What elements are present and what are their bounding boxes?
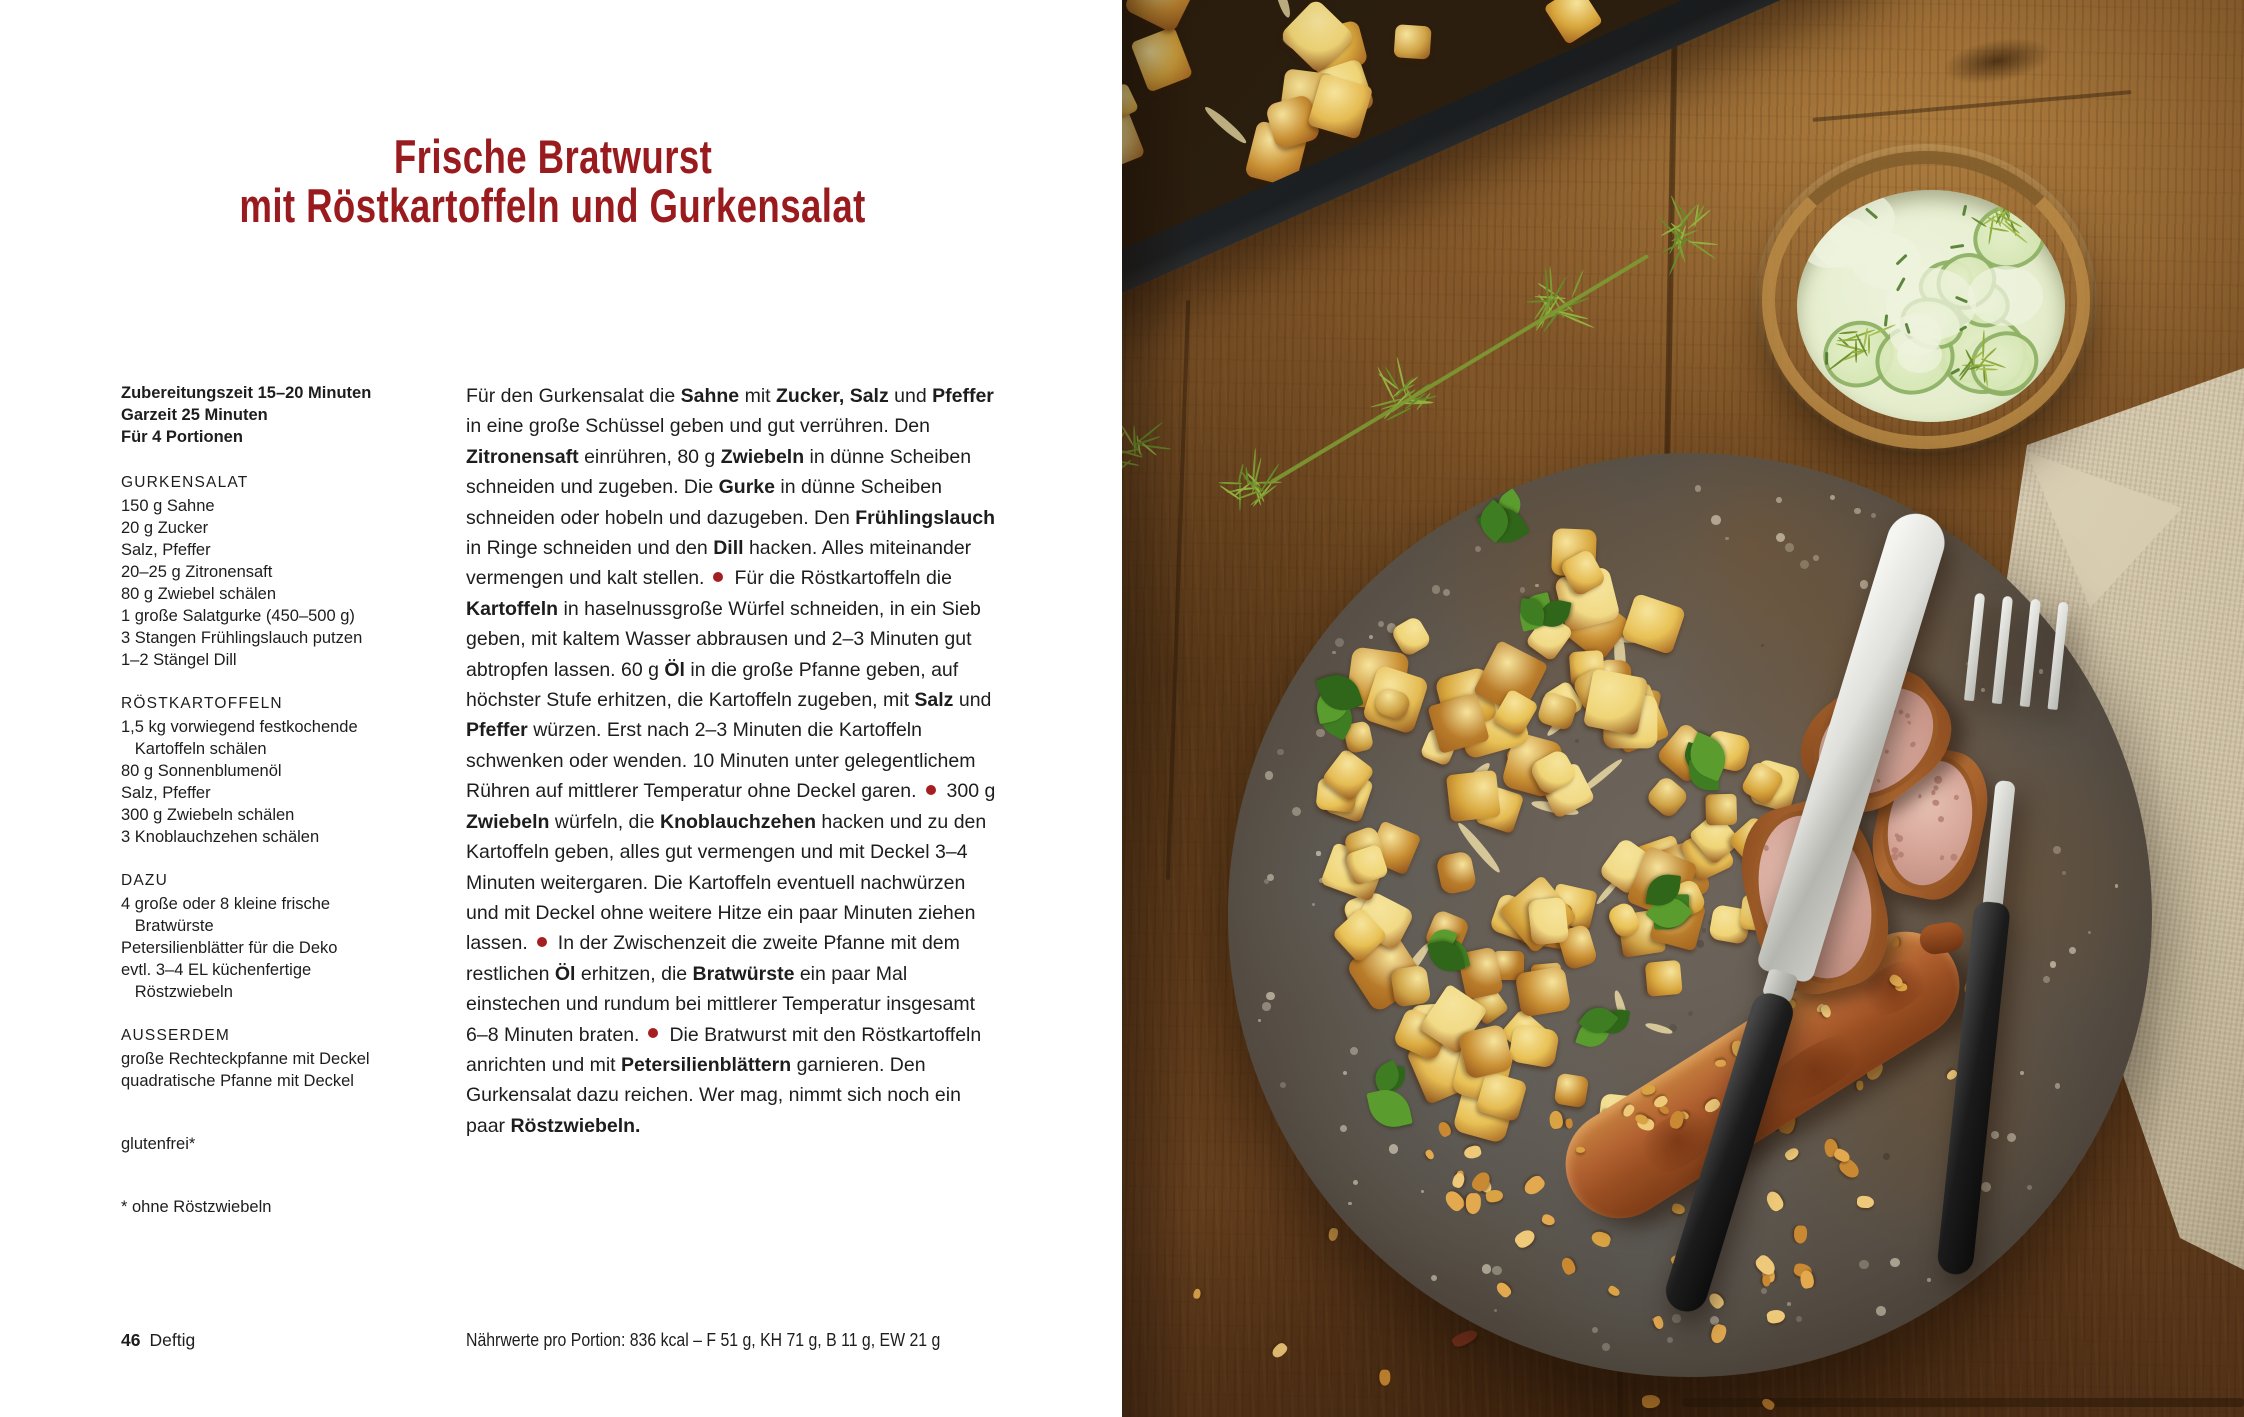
ingredient-keyword: Sahne bbox=[680, 385, 740, 407]
plate-speckle bbox=[1876, 1306, 1886, 1316]
plate-speckle bbox=[1697, 940, 1705, 948]
meat-speckle bbox=[1895, 834, 1904, 843]
instruction-text: und bbox=[953, 689, 992, 712]
instruction-text: In der Zwischenzeit die zweite Pfanne mit dem restlichen bbox=[466, 932, 960, 985]
instruction-text: würzen. Erst nach 2–3 Minuten die Kartoffeln schwenken oder wenden. 10 Minuten unter gelegentlichem Rühren auf mittlerer Temperatur ohne Deckel garen. bbox=[466, 719, 976, 803]
fork-tine bbox=[2020, 599, 2041, 707]
plate-speckle bbox=[1316, 851, 1320, 855]
ingredient-item: große Rechteckpfanne mit Deckel bbox=[121, 1050, 370, 1068]
onion-sliver bbox=[1202, 104, 1249, 147]
plate-speckle bbox=[1602, 1343, 1609, 1350]
plate-speckle bbox=[2027, 1185, 2032, 1190]
plate-speckle bbox=[1854, 508, 1861, 515]
plate-speckle bbox=[1432, 585, 1441, 594]
plate-speckle bbox=[1332, 651, 1336, 655]
ingredient-item: Salz, Pfeffer bbox=[121, 541, 211, 559]
ingredient-keyword: Knoblauchzehen bbox=[660, 810, 817, 833]
ingredient-keyword: Zucker, Salz bbox=[776, 385, 889, 407]
fork-tine bbox=[1992, 596, 2013, 704]
instruction-text: Für die Röstkartoffeln die bbox=[734, 567, 952, 590]
fork-tine bbox=[1964, 593, 1985, 701]
ingredient-group bbox=[121, 472, 457, 671]
ingredient-keyword: Öl bbox=[664, 658, 685, 681]
plate-speckle bbox=[1482, 1264, 1491, 1273]
ingredient-group-header: DAZU bbox=[121, 872, 168, 889]
meat-speckle bbox=[1762, 844, 1769, 851]
fried-onion-bit bbox=[1820, 1003, 1833, 1018]
plate-speckle bbox=[1369, 635, 1373, 639]
potato-cube bbox=[1130, 26, 1192, 92]
fried-onion-bit bbox=[1576, 1147, 1585, 1153]
cucumber-salad-bowl bbox=[1755, 144, 2097, 456]
ingredient-keyword: Petersilienblättern bbox=[621, 1053, 792, 1076]
plate-speckle bbox=[1871, 513, 1876, 518]
ingredient-keyword: Pfeffer bbox=[932, 385, 994, 407]
meat-speckle bbox=[1907, 720, 1912, 725]
chive-ring bbox=[1950, 244, 1964, 249]
plate-speckle bbox=[1725, 537, 1728, 540]
plate-speckle bbox=[1860, 580, 1868, 588]
ingredient-keyword: Bratwürste bbox=[692, 962, 795, 985]
instruction-text: ein paar Mal einstechen und rundum bei mittlerer Temperatur insgesamt 6–8 Minuten braten. bbox=[466, 962, 976, 1046]
fried-onion-bit bbox=[1466, 1193, 1481, 1214]
plate-speckle bbox=[1492, 1266, 1501, 1275]
plate-speckle bbox=[1776, 497, 1782, 503]
chive-ring bbox=[1825, 351, 1828, 364]
prep-time-block bbox=[121, 382, 457, 448]
meat-speckle bbox=[1931, 790, 1936, 795]
ingredient-item: Salz, Pfeffer bbox=[121, 784, 211, 802]
step-bullet-icon bbox=[926, 785, 936, 795]
page-footer bbox=[121, 1330, 195, 1351]
instruction-text: mit bbox=[739, 385, 776, 407]
recipe-title-line2: mit Röstkartoffeln und Gurkensalat bbox=[239, 179, 867, 232]
instruction-text: einrühren, 80 g bbox=[578, 445, 721, 468]
plate-speckle bbox=[1258, 1019, 1261, 1022]
instruction-text: 300 g bbox=[946, 780, 996, 803]
cream-dressing bbox=[1800, 222, 1858, 269]
fried-onion-bit bbox=[1621, 1103, 1635, 1118]
plate-speckle bbox=[1494, 1309, 1497, 1312]
potato-cube bbox=[1446, 770, 1501, 822]
plate-speckle bbox=[1335, 638, 1345, 648]
ingredient-keyword: Salz bbox=[914, 689, 954, 712]
meat-speckle bbox=[1917, 794, 1922, 799]
ingredient-keyword: Zitronensaft bbox=[466, 445, 579, 468]
instruction-text: Die Bratwurst mit den Röstkartoffeln anrichten und mit bbox=[466, 1023, 982, 1076]
instruction-text: garnieren. Den Gurkensalat dazu reichen. Wer mag, nimmt sich noch ein paar bbox=[466, 1053, 961, 1137]
ingredient-keyword: Zwiebeln bbox=[720, 445, 805, 468]
plate-speckle bbox=[1277, 749, 1283, 755]
ingredient-keyword: Frühlingslauch bbox=[855, 506, 995, 529]
potato-cube bbox=[1583, 668, 1648, 735]
cream-dressing bbox=[1897, 337, 1942, 373]
plate-speckle bbox=[1431, 1275, 1437, 1281]
chive-ring bbox=[1962, 205, 1967, 217]
fried-onion-bit bbox=[1641, 1084, 1657, 1097]
food-photo bbox=[1122, 0, 2244, 1417]
ingredients-column bbox=[121, 382, 457, 1218]
recipe-title-line1: Frische Bratwurst bbox=[393, 130, 713, 183]
fried-onion-bit bbox=[1856, 1196, 1873, 1209]
instruction-text: in dünne Scheiben schneiden und zugeben. Die bbox=[466, 445, 972, 499]
plate-speckle bbox=[1421, 1190, 1424, 1193]
meat-speckle bbox=[1932, 799, 1940, 807]
potato-cube bbox=[1393, 24, 1431, 59]
plate-speckle bbox=[2088, 931, 2091, 934]
ingredient-keyword: Zwiebeln bbox=[466, 810, 550, 833]
plate-speckle bbox=[1785, 543, 1794, 552]
plate-speckle bbox=[2062, 871, 2066, 875]
meat-speckle bbox=[1904, 712, 1911, 719]
ingredient-group-header: AUSSERDEM bbox=[121, 1027, 230, 1044]
ingredient-item: evtl. 3–4 EL küchenfertige bbox=[121, 961, 312, 979]
plate-speckle bbox=[1796, 1316, 1802, 1322]
ingredient-keyword: Öl bbox=[554, 962, 576, 985]
nutrition-text: Nährwerte pro Portion: 836 kcal – F 51 g, KH 71 g, B 11 g, EW 21 g bbox=[466, 1330, 941, 1350]
chapter-name: Deftig bbox=[149, 1330, 196, 1350]
fried-onion-bit bbox=[1856, 1080, 1864, 1090]
ingredient-item: 80 g Sonnenblumenöl bbox=[121, 762, 282, 780]
ingredient-group bbox=[121, 693, 457, 848]
potato-cube bbox=[1124, 0, 1198, 34]
ingredient-item: 20–25 g Zitronensaft bbox=[121, 563, 273, 581]
plate-speckle bbox=[1378, 621, 1384, 627]
plate-speckle bbox=[1813, 555, 1819, 561]
ingredient-item: 1–2 Stängel Dill bbox=[121, 651, 237, 669]
fork-stem bbox=[1982, 780, 2015, 911]
plate-speckle bbox=[1702, 928, 1706, 932]
plate-speckle bbox=[1262, 1002, 1271, 1011]
instruction-text: in die große Pfanne geben, auf höchster Stufe erhitzen, die Kartoffeln zugeben, mit bbox=[466, 658, 959, 712]
plate-speckle bbox=[1592, 1327, 1598, 1333]
plate-speckle bbox=[1688, 1011, 1693, 1016]
ingredient-item: 1,5 kg vorwiegend festkochende bbox=[121, 718, 358, 736]
plate-speckle bbox=[1535, 584, 1538, 587]
ingredient-item: Bratwürste bbox=[121, 917, 214, 935]
ingredient-item: Kartoffeln schälen bbox=[121, 740, 267, 758]
ingredient-keyword: Dill bbox=[713, 537, 744, 560]
instruction-text: erhitzen, die bbox=[575, 962, 693, 985]
potato-cube bbox=[1390, 965, 1431, 1008]
plate-speckle bbox=[1883, 1153, 1889, 1159]
ingredient-group bbox=[121, 870, 457, 1003]
plate-speckle bbox=[1389, 1144, 1398, 1153]
instruction-text: in dünne Scheiben schneiden oder hobeln und dazugeben. Den bbox=[466, 476, 942, 529]
potato-cube bbox=[1554, 1073, 1590, 1108]
meta-line: Garzeit 25 Minuten bbox=[121, 406, 268, 424]
ingredient-keyword: Pfeffer bbox=[466, 719, 528, 742]
potato-cube bbox=[1528, 897, 1569, 946]
nutrition-info bbox=[466, 1330, 1005, 1351]
plate-speckle bbox=[1520, 587, 1526, 593]
step-bullet-icon bbox=[713, 572, 723, 582]
ingredient-item: 3 Knoblauchzehen schälen bbox=[121, 828, 320, 846]
potato-cube bbox=[1543, 0, 1603, 45]
instruction-text: hacken. Alles miteinander vermengen und kalt stellen. bbox=[466, 537, 972, 590]
plate-speckle bbox=[1316, 729, 1325, 738]
potato-cube bbox=[1645, 960, 1682, 997]
ingredient-group-header: GURKENSALAT bbox=[121, 474, 249, 491]
plate-speckle bbox=[1859, 1260, 1869, 1270]
plate-speckle bbox=[1800, 560, 1809, 569]
meat-speckle bbox=[1898, 851, 1905, 858]
plate-speckle bbox=[2055, 1083, 2061, 1089]
step-bullet-icon bbox=[648, 1028, 658, 1038]
instruction-text: Für den Gurkensalat die bbox=[466, 385, 681, 407]
dill-frond bbox=[1868, 334, 1870, 354]
ingredient-item: 1 große Salatgurke (450–500 g) bbox=[121, 607, 355, 625]
ingredient-item: Petersilienblätter für die Deko bbox=[121, 939, 338, 957]
fried-onion-bit bbox=[1794, 1225, 1807, 1243]
instruction-text: würfeln, die bbox=[549, 810, 660, 833]
instruction-text: und bbox=[888, 385, 933, 407]
fork-head bbox=[1951, 692, 2070, 791]
step-bullet-icon bbox=[537, 937, 547, 947]
page-number: 46 bbox=[121, 1330, 141, 1350]
plate-speckle bbox=[1575, 739, 1579, 743]
chive-ring bbox=[1884, 315, 1888, 327]
ingredient-keyword: Gurke bbox=[718, 476, 775, 499]
diet-note: glutenfrei* bbox=[121, 1135, 196, 1153]
cream-dressing bbox=[1968, 266, 2043, 326]
fork-tine bbox=[2048, 602, 2069, 710]
ingredient-group-header: RÖSTKARTOFFELN bbox=[121, 695, 283, 712]
ingredient-item: 150 g Sahne bbox=[121, 497, 215, 515]
ingredient-item: 20 g Zucker bbox=[121, 519, 209, 537]
ingredient-keyword: Kartoffeln bbox=[466, 597, 559, 620]
ingredient-item: 4 große oder 8 kleine frische bbox=[121, 895, 331, 913]
ingredient-item: 300 g Zwiebeln schälen bbox=[121, 806, 295, 824]
instruction-text: in Ringe schneiden und den bbox=[466, 537, 714, 560]
plate-speckle bbox=[1761, 1288, 1767, 1294]
recipe-title bbox=[121, 132, 985, 230]
instruction-text: hacken und zu den Kartoffeln geben, alles gut vermengen und mit Deckel 3–4 Minuten weitergaren. Die Kartoffeln eventuell nachwürzen und mit Deckel ohne weitere Hitze ein paar Minuten ziehen lassen. bbox=[466, 810, 987, 955]
instructions-column bbox=[466, 381, 996, 1141]
plate-speckle bbox=[1443, 589, 1450, 596]
fork-handle bbox=[1936, 900, 2011, 1276]
plate-speckle bbox=[1265, 771, 1274, 780]
plate-speckle bbox=[2043, 976, 2050, 983]
plate-speckle bbox=[2069, 947, 2076, 954]
potato-cube bbox=[1515, 966, 1571, 1018]
plate-speckle bbox=[1475, 546, 1481, 552]
instruction-text: in eine große Schüssel geben und gut verrühren. Den bbox=[466, 415, 930, 438]
ingredient-group bbox=[121, 1025, 457, 1092]
ingredient-item: 80 g Zwiebel schälen bbox=[121, 585, 277, 603]
meat-speckle bbox=[1933, 775, 1942, 784]
plate-speckle bbox=[2115, 884, 2118, 887]
onion-sliver bbox=[1272, 0, 1292, 19]
plate-speckle bbox=[1266, 992, 1274, 1000]
ingredient-item: quadratische Pfanne mit Deckel bbox=[121, 1072, 354, 1090]
plate-speckle bbox=[1672, 1314, 1680, 1322]
plate-speckle bbox=[1787, 1302, 1791, 1306]
ingredient-item: 3 Stangen Frühlingslauch putzen bbox=[121, 629, 363, 647]
footnote: * ohne Röstzwiebeln bbox=[121, 1198, 272, 1216]
ingredient-item: Röstzwiebeln bbox=[121, 983, 233, 1001]
meta-line: Zubereitungszeit 15–20 Minuten bbox=[121, 384, 372, 402]
ingredient-keyword: Röstzwiebeln. bbox=[510, 1114, 641, 1137]
plate-speckle bbox=[1711, 515, 1721, 525]
meat-speckle bbox=[1909, 741, 1917, 749]
cucumber-salad bbox=[1797, 190, 2065, 422]
meta-line: Für 4 Portionen bbox=[121, 428, 243, 446]
instruction-text: in haselnussgroße Würfel schneiden, in ein Sieb geben, mit kaltem Wasser abbrausen und 2–3 Minuten gut abtropfen lassen. 60 g bbox=[466, 597, 981, 681]
